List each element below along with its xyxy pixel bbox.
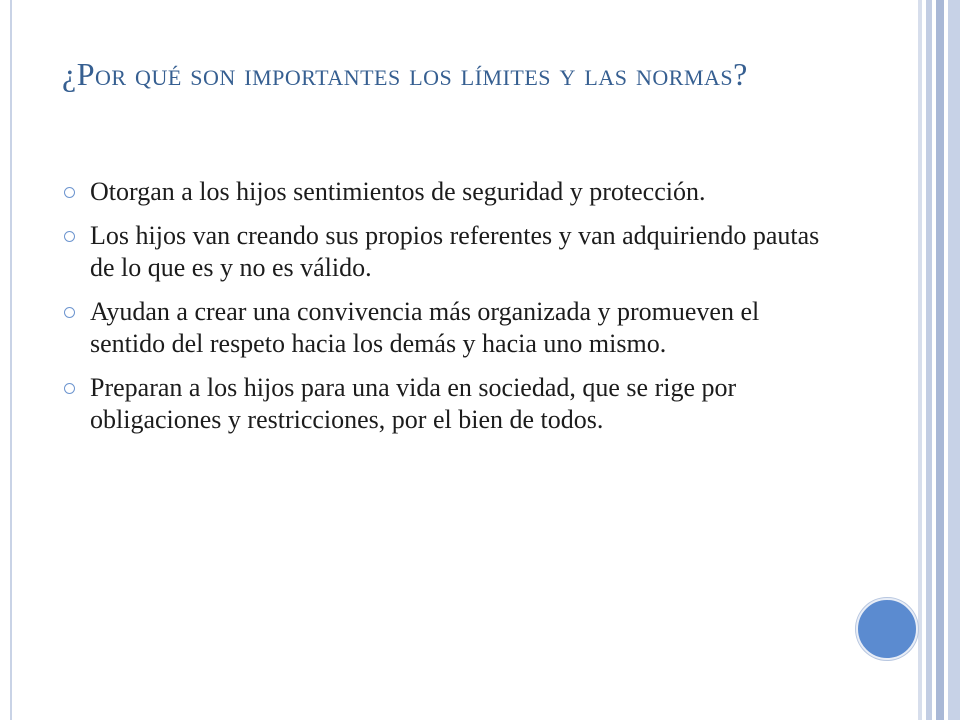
circle-bullet-icon [64, 187, 75, 198]
decorative-circle [856, 598, 918, 660]
circle-bullet-icon [64, 383, 75, 394]
bullet-text: Preparan a los hijos para una vida en sociedad, que se rige por obligaciones y restricciones, por el bien de todos. [90, 373, 737, 434]
slide-title: ¿Por qué son importantes los límites y las normas? [62, 56, 748, 92]
bullet-text: Otorgan a los hijos sentimientos de seguridad y protección. [90, 177, 706, 206]
bullet-text: Los hijos van creando sus propios referentes y van adquiriendo pautas de lo que es y no es válido. [90, 221, 820, 282]
left-frame-line [10, 0, 12, 720]
right-stripe-4 [948, 0, 960, 720]
bullet-item [62, 220, 832, 284]
bullet-text: Ayudan a crear una convivencia más organizada y promueven el sentido del respeto hacia los demás y hacia uno mismo. [90, 297, 760, 358]
right-stripe-3 [936, 0, 944, 720]
bullet-item [62, 372, 832, 436]
bullet-list [62, 176, 832, 448]
right-stripe-1 [918, 0, 922, 720]
right-stripe-2 [926, 0, 932, 720]
bullet-item [62, 176, 832, 208]
bullet-item [62, 296, 832, 360]
circle-bullet-icon [64, 231, 75, 242]
circle-bullet-icon [64, 307, 75, 318]
